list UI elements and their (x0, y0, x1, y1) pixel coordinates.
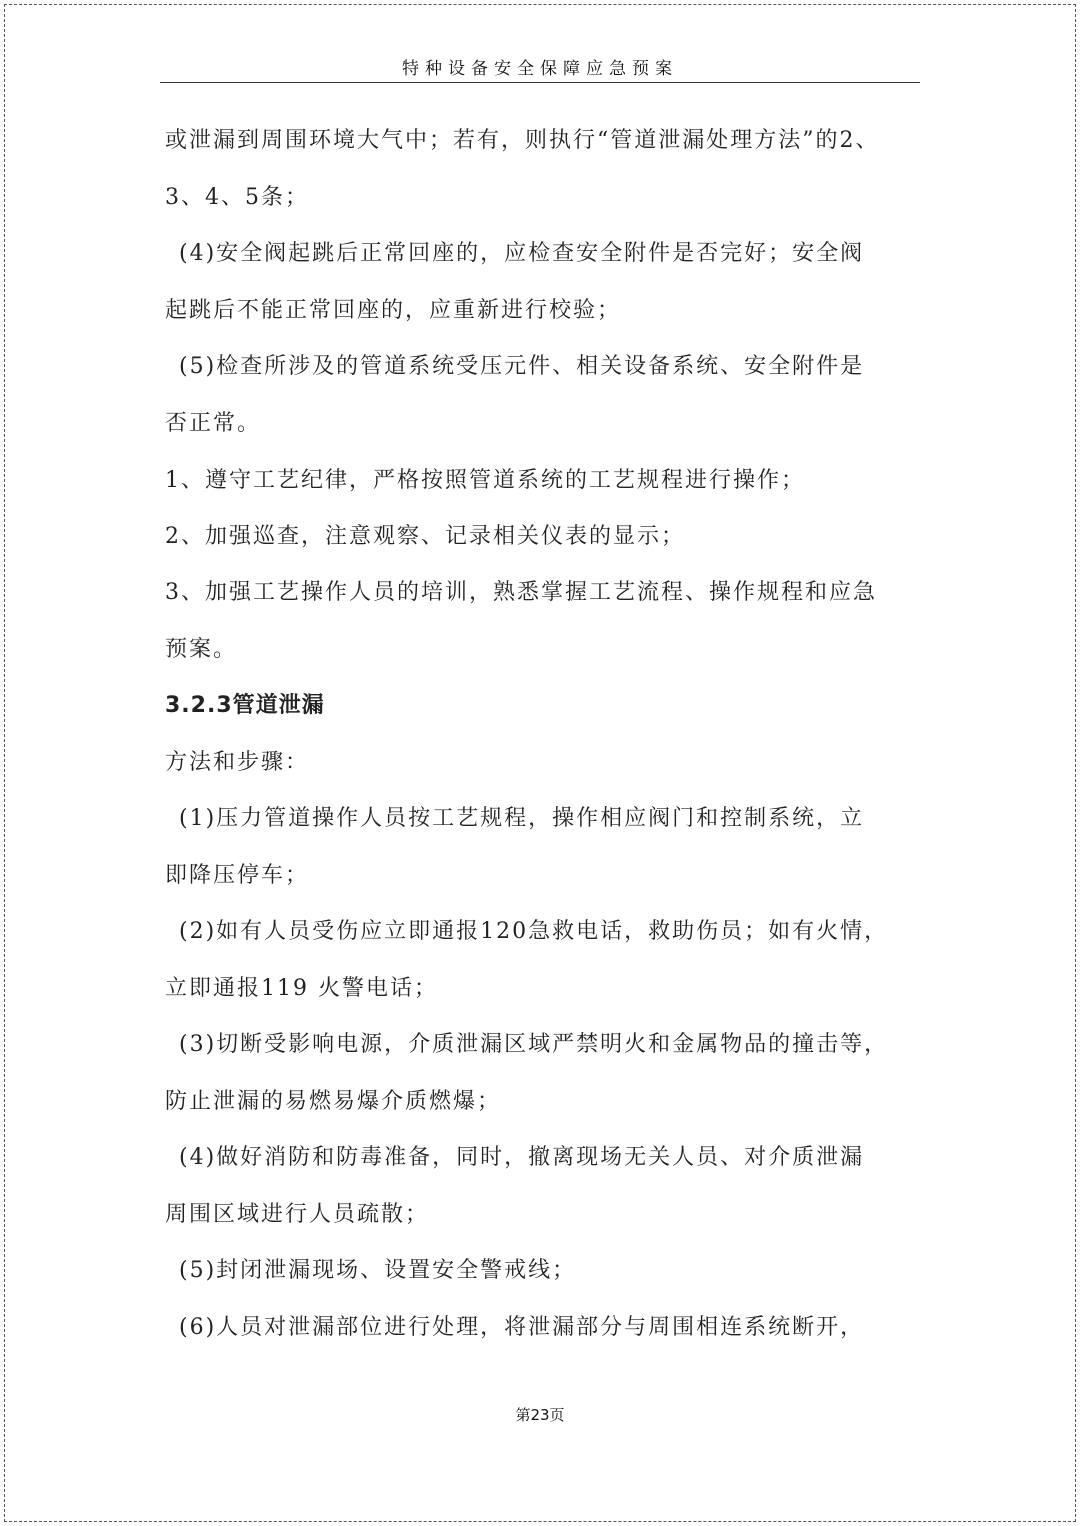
body-line: (1)压力管道操作人员按工艺规程，操作相应阀门和控制系统，立 (179, 806, 865, 831)
body-line: 或泄漏到周围环境大气中；若有，则执行“管道泄漏处理方法”的2、 (165, 128, 880, 153)
body-line: 立即通报119 火警电话； (165, 976, 438, 1001)
body-line: 1、遵守工艺纪律，严格按照管道系统的工艺规程进行操作； (165, 468, 805, 493)
body-line: 预案。 (165, 637, 238, 662)
section-heading: 3.2.3管道泄漏 (165, 693, 325, 718)
page-number: 第23页 (515, 1406, 565, 1424)
body-line: (5)封闭泄漏现场、设置安全警戒线； (179, 1258, 577, 1283)
body-line: (6)人员对泄漏部位进行处理，将泄漏部分与周围相连系统断开， (179, 1315, 865, 1340)
body-line: 否正常。 (165, 411, 262, 436)
body-line: 起跳后不能正常回座的，应重新进行校验； (165, 298, 622, 323)
body-line: (2)如有人员受伤应立即通报120急救电话，救助伤员；如有火情， (179, 919, 889, 944)
body-line: 方法和步骤： (165, 750, 310, 775)
body-line: (3)切断受影响电源，介质泄漏区域严禁明火和金属物品的撞击等， (179, 1032, 889, 1057)
body-line: 即降压停车； (165, 863, 310, 888)
body-line: 3、4、5条； (165, 185, 309, 210)
body-line: 防止泄漏的易燃易爆介质燃爆； (165, 1089, 502, 1114)
body-line: (4)安全阀起跳后正常回座的，应检查安全附件是否完好；安全阀 (179, 241, 865, 266)
body-line: 周围区域进行人员疏散； (165, 1202, 430, 1227)
body-line: (5)检查所涉及的管道系统受压元件、相关设备系统、安全附件是 (179, 354, 865, 379)
body-line: 2、加强巡查，注意观察、记录相关仪表的显示； (165, 524, 685, 549)
body-line: 3、加强工艺操作人员的培训，熟悉掌握工艺流程、操作规程和应急 (165, 580, 877, 605)
body-line: (4)做好消防和防毒准备，同时，撤离现场无关人员、对介质泄漏 (179, 1145, 865, 1170)
page-header-title: 特种设备安全保障应急预案 (160, 56, 920, 83)
